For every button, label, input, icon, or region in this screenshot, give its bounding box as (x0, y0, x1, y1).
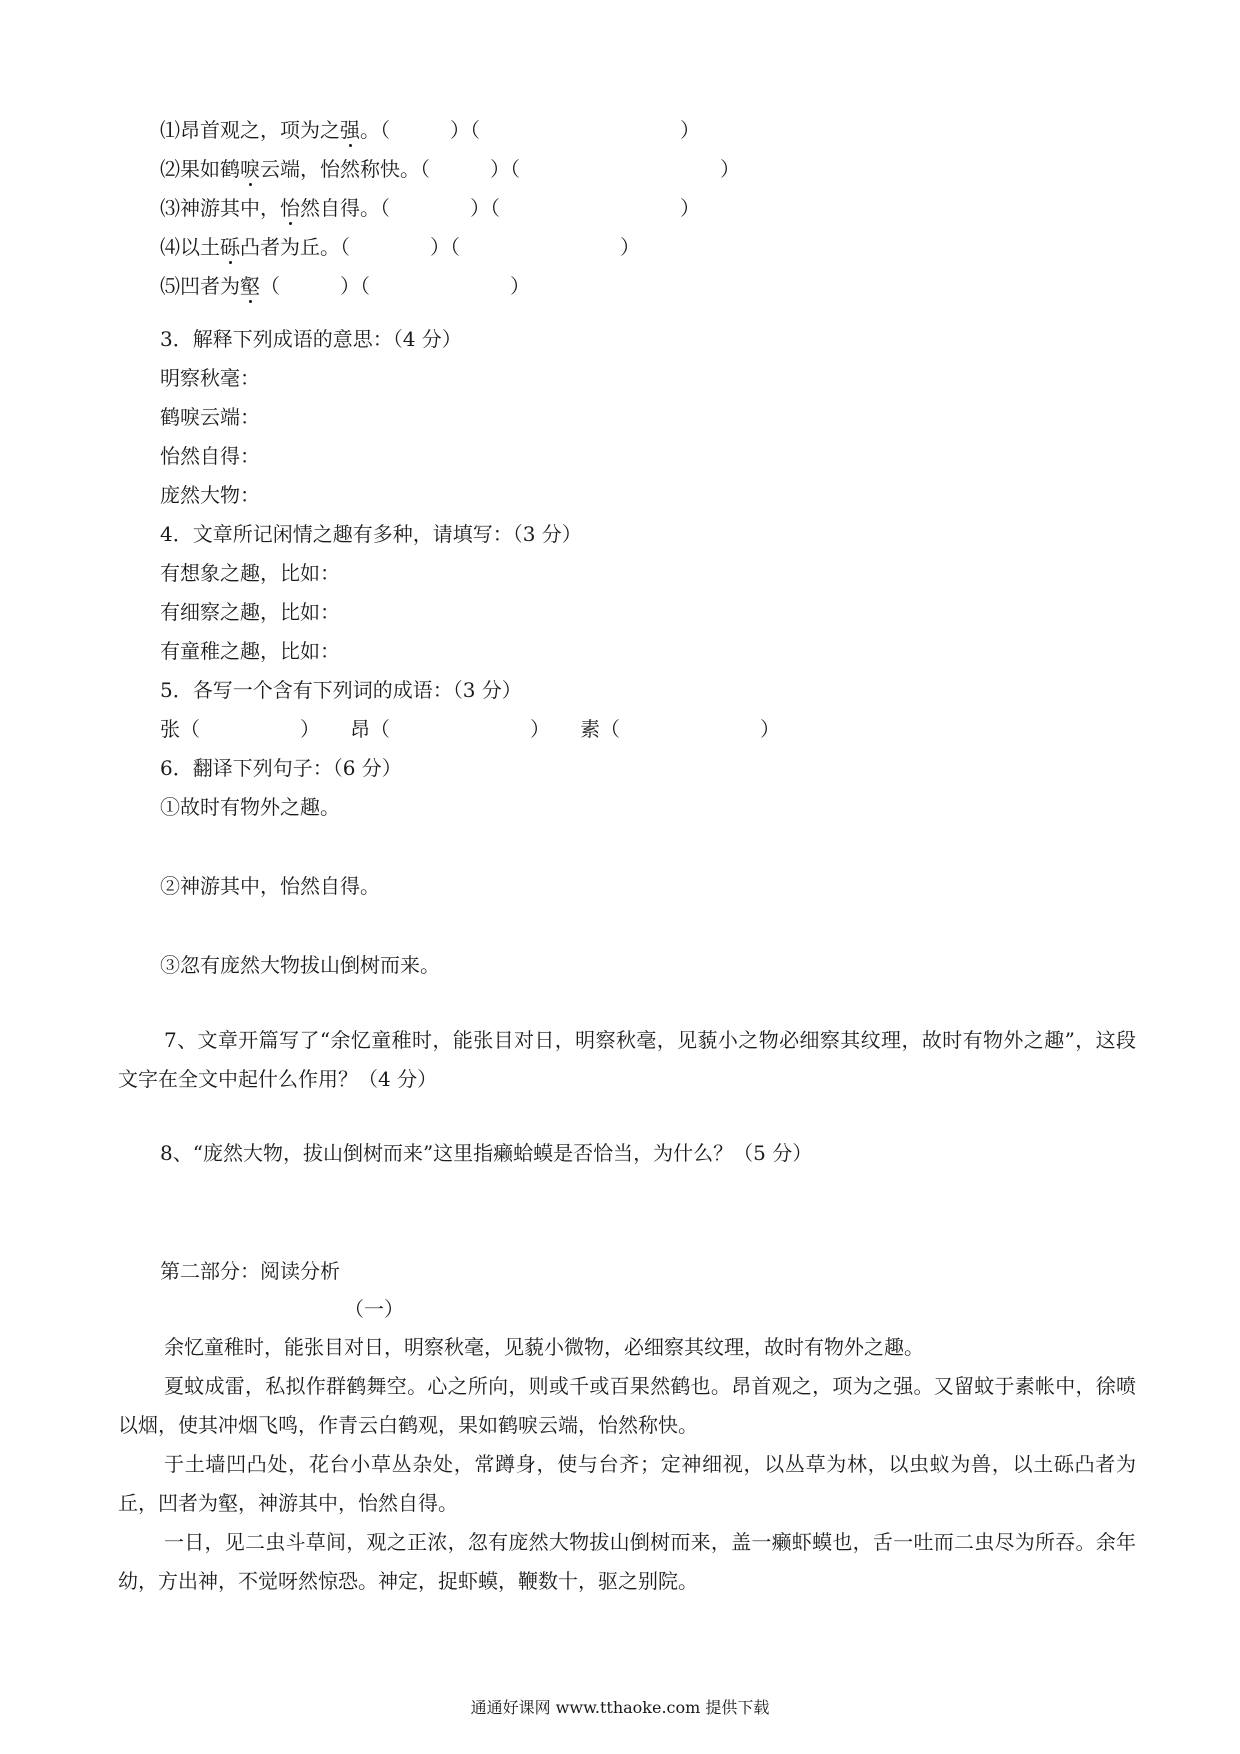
q4-item-3: 有童稚之趣，比如： (160, 639, 340, 663)
q2-item-4-keyword: 砾 (220, 235, 240, 259)
q2-item-2-pre: ⑵果如鹤 (160, 157, 240, 181)
q6-item-1: ①故时有物外之趣。 (160, 795, 340, 819)
q2-item-1 (160, 116, 700, 144)
q2-item-5-pre: ⑸凹者为 (160, 274, 240, 298)
q2-item-1-post: 。（ ）（ ） (360, 118, 700, 142)
q4-heading: 4．文章所记闲情之趣有多种，请填写：（3 分） (160, 522, 582, 546)
q2-item-5-keyword: 壑 (240, 274, 260, 298)
q2-item-4 (160, 233, 640, 261)
q2-item-4-post: 凸者为丘。（ ）（ ） (240, 235, 640, 259)
q3-item-3: 怡然自得： (160, 444, 260, 468)
q5-heading: 5．各写一个含有下列词的成语：（3 分） (160, 678, 522, 702)
q3-item-2: 鹤唳云端： (160, 405, 260, 429)
passage-paragraph-3: 于土墙凹凸处，花台小草丛杂处，常蹲身，使与台齐；定神细视，以丛草为林，以虫蚁为兽，以土砾凸者为丘，凹者为壑，神游其中，怡然自得。 (118, 1452, 1136, 1515)
q2-item-2 (160, 155, 740, 183)
q3-item-1: 明察秋毫： (160, 366, 260, 390)
q2-item-1-pre: ⑴昂首观之，项为之 (160, 118, 340, 142)
page-footer: 通通好课网 www.tthaoke.com 提供下载 (470, 1698, 770, 1717)
q5-blanks: 张（ ） 昂（ ） 素（ ） (160, 717, 780, 741)
q3-item-4: 庞然大物： (160, 483, 260, 507)
part2-subtitle: （一） (344, 1297, 404, 1321)
q3-heading: 3．解释下列成语的意思：（4 分） (160, 327, 462, 351)
part2-title: 第二部分：阅读分析 (160, 1259, 340, 1283)
q2-item-5-post: （ ）（ ） (260, 274, 530, 298)
q2-item-1-keyword: 强 (340, 118, 360, 142)
passage-paragraph-2: 夏蚊成雷，私拟作群鹤舞空。心之所向，则或千或百果然鹤也。昂首观之，项为之强。又留蚊于素帐中，徐喷以烟，使其冲烟飞鸣，作青云白鹤观，果如鹤唳云端，怡然称快。 (118, 1374, 1136, 1437)
q8-text: 8、“庞然大物，拔山倒树而来”这里指癞蛤蟆是否恰当，为什么？（5 分） (160, 1141, 813, 1165)
q2-item-3 (160, 194, 700, 222)
q2-item-5 (160, 272, 530, 300)
q6-item-3: ③忽有庞然大物拔山倒树而来。 (160, 953, 440, 977)
q2-item-2-keyword: 唳 (240, 157, 260, 181)
q6-heading: 6．翻译下列句子：（6 分） (160, 756, 402, 780)
q2-item-4-pre: ⑷以土 (160, 235, 220, 259)
q2-item-3-keyword: 怡 (280, 196, 300, 220)
q4-item-1: 有想象之趣，比如： (160, 561, 340, 585)
q2-item-3-pre: ⑶神游其中， (160, 196, 280, 220)
q4-item-2: 有细察之趣，比如： (160, 600, 340, 624)
q2-item-3-post: 然自得。（ ）（ ） (300, 196, 700, 220)
passage-paragraph-1: 余忆童稚时，能张目对日，明察秋毫，见藐小微物，必细察其纹理，故时有物外之趣。 (164, 1335, 924, 1359)
q7-text: 7、文章开篇写了“余忆童稚时，能张目对日，明察秋毫，见藐小之物必细察其纹理，故时有物外之趣”，这段文字在全文中起什么作用？（4 分） (118, 1028, 1136, 1091)
q6-item-2: ②神游其中，怡然自得。 (160, 874, 380, 898)
q2-item-2-post: 云端，怡然称快。（ ）（ ） (260, 157, 740, 181)
passage-paragraph-4: 一日，见二虫斗草间，观之正浓，忽有庞然大物拔山倒树而来，盖一癞虾蟆也，舌一吐而二虫尽为所吞。余年幼，方出神，不觉呀然惊恐。神定，捉虾蟆，鞭数十，驱之别院。 (118, 1530, 1136, 1593)
